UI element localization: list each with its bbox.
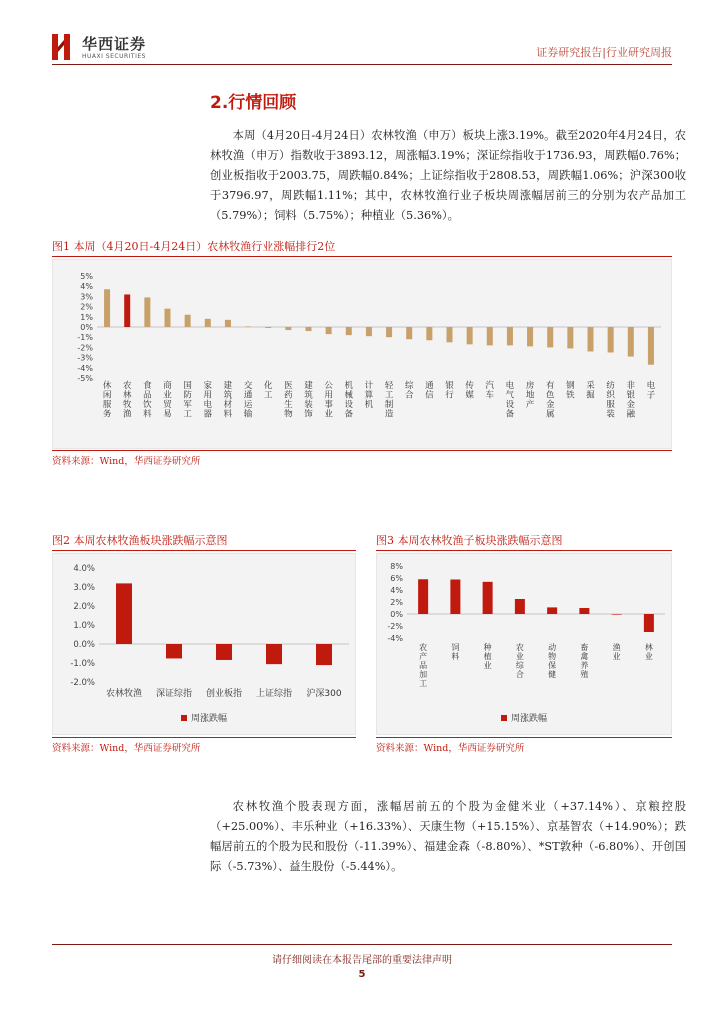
legend-label: 周涨跌幅 — [191, 714, 228, 724]
bar — [487, 327, 493, 345]
bar — [644, 614, 654, 632]
bar — [450, 580, 460, 615]
x-category-label: 传媒 — [465, 381, 474, 401]
market-review-paragraph: 本周（4月20日-4月24日）农林牧渔（申万）板块上涨3.19%。截至2020年4月24日，农林牧渔（申万）指数收于3893.12，周涨幅3.19%；深证综指收于1736.93，周跌幅0.76%；创业板指收于2003.75，周跌幅0.84%；上证综指收于2808.53，周跌幅1.06%；沪深300收于3796.97，周跌幅1.11%；其中，农林牧渔行业子板块周涨幅居前三的分别为农产品加工（5.79%）；饲料（5.75%）；种植业（5.36%）。 — [210, 129, 686, 222]
y-tick-label: 2% — [390, 598, 403, 607]
bar — [567, 327, 573, 348]
bar — [285, 327, 291, 330]
x-category-label: 通信 — [425, 381, 434, 401]
bar — [266, 644, 282, 664]
brand-logo-icon — [52, 34, 72, 60]
bar — [527, 327, 533, 346]
figure1-source: 资料来源：Wind，华西证券研究所 — [52, 456, 201, 467]
bar — [579, 608, 589, 614]
x-category-label: 渔业 — [612, 643, 621, 661]
stock-performance-paragraph: 农林牧渔个股表现方面，涨幅居前五的个股为金健米业（+37.14%）、京粮控股（+25.00%）、丰乐种业（+16.33%）、天康生物（+15.15%）、京基智农（+14.90%）；跌幅居前五的个股为民和股份（-11.39%）、福建金森（-8.80%）、*ST敦种（-6.80%）、开创国际（-5.73%）、益生股份（-5.44%）。 — [210, 800, 686, 873]
header-divider — [52, 64, 672, 65]
bar — [588, 327, 594, 351]
bar — [507, 327, 513, 345]
x-category-label: 电子 — [646, 381, 656, 401]
y-tick-label: 8% — [390, 562, 403, 571]
y-tick-label: -2.0% — [70, 678, 95, 688]
x-category-label: 轻工制造 — [384, 381, 394, 420]
figure1-title: 图1 本周（4月20日-4月24日）农林牧渔行业涨幅排行2位 — [52, 240, 336, 253]
x-category-label: 沪深300 — [306, 689, 342, 699]
figure2-bottom-rule — [52, 737, 356, 738]
bar — [166, 644, 182, 658]
x-category-label: 动物保健 — [548, 643, 557, 679]
figure3-title: 图3 本周农林牧渔子板块涨跌幅示意图 — [376, 534, 563, 547]
y-tick-label: 4% — [80, 282, 93, 292]
x-category-label: 创业板指 — [205, 689, 243, 699]
x-category-label: 商业贸易 — [163, 381, 172, 420]
x-category-label: 非银金融 — [626, 381, 636, 420]
y-tick-label: 3.0% — [73, 583, 95, 593]
x-category-label: 钢铁 — [566, 381, 575, 401]
bar — [608, 327, 614, 353]
x-category-label: 化工 — [263, 381, 273, 401]
y-tick-label: -3% — [77, 353, 93, 363]
x-category-label: 汽车 — [485, 381, 495, 401]
bar — [467, 327, 473, 344]
x-category-label: 房地产 — [525, 381, 535, 410]
y-tick-label: 6% — [390, 574, 403, 583]
x-category-label: 农林牧渔 — [105, 689, 143, 699]
x-category-label: 建筑装饰 — [304, 381, 313, 420]
x-category-label: 上证综指 — [255, 689, 293, 699]
bar — [144, 297, 150, 327]
industry-ranking-chart — [53, 260, 671, 448]
x-category-label: 农林牧渔 — [122, 381, 132, 420]
index-change-chart — [53, 554, 355, 734]
x-category-label: 农业综合 — [515, 643, 524, 679]
bar — [483, 582, 493, 614]
x-category-label: 银行 — [445, 381, 454, 401]
figure1-rule — [52, 256, 672, 257]
y-tick-label: 5% — [80, 272, 93, 281]
x-category-label: 国防军工 — [183, 381, 192, 420]
x-category-label: 综合 — [404, 381, 414, 401]
y-tick-label: -4% — [77, 363, 93, 373]
bar — [406, 327, 412, 339]
figure2-rule — [52, 550, 356, 551]
x-category-label: 农产品加工 — [419, 643, 428, 688]
x-category-label: 电气设备 — [505, 381, 515, 420]
bar — [216, 644, 232, 660]
x-category-label: 休闲服务 — [102, 381, 112, 420]
y-tick-label: 1% — [80, 312, 93, 322]
x-category-label: 建筑材料 — [223, 381, 233, 420]
figure1-bottom-rule — [52, 450, 672, 451]
brand-name: 华西证券 — [82, 35, 147, 53]
bar — [515, 599, 525, 614]
report-type: 证券研究报告|行业研究周报 — [536, 46, 672, 59]
bar — [306, 327, 312, 331]
x-category-label: 饲料 — [451, 643, 460, 661]
x-category-label: 食品饮料 — [143, 381, 152, 420]
bar — [116, 583, 132, 644]
legend-swatch — [501, 715, 507, 721]
bar — [612, 614, 622, 615]
y-tick-label: 2% — [80, 302, 93, 312]
bar — [265, 327, 271, 328]
brand-name-en: HUAXI SECURITIES — [82, 53, 146, 60]
y-tick-label: -2% — [387, 622, 403, 631]
bar — [418, 579, 428, 614]
x-category-label: 计算机 — [364, 381, 374, 410]
page-number: 5 — [358, 969, 366, 980]
figure3-chart-area — [376, 553, 672, 735]
y-tick-label: 0% — [80, 323, 93, 332]
figure2-title: 图2 本周农林牧渔板块涨跌幅示意图 — [52, 534, 228, 547]
y-tick-label: 1.0% — [73, 621, 95, 631]
figure1-chart-area — [52, 259, 672, 449]
footer-divider — [52, 944, 672, 945]
x-category-label: 纺织服装 — [606, 381, 615, 420]
y-tick-label: 4% — [390, 586, 403, 595]
bar — [165, 309, 171, 327]
x-category-label: 医药生物 — [284, 381, 293, 420]
x-category-label: 畜禽养殖 — [580, 643, 589, 679]
legal-disclaimer: 请仔细阅读在本报告尾部的重要法律声明 — [272, 955, 452, 966]
bar — [225, 320, 231, 327]
y-tick-label: -4% — [387, 634, 403, 643]
figure2-source: 资料来源：Wind，华西证券研究所 — [52, 743, 201, 754]
bar — [185, 315, 191, 327]
bar — [326, 327, 332, 334]
y-tick-label: 2.0% — [73, 602, 95, 612]
x-category-label: 家用电器 — [203, 381, 213, 420]
figure3-bottom-rule — [376, 737, 672, 738]
subsector-change-chart — [377, 554, 671, 734]
bar — [648, 327, 654, 365]
y-tick-label: 0% — [390, 610, 403, 619]
bar — [316, 644, 332, 665]
x-category-label: 种植业 — [483, 643, 492, 670]
section-title: 2.行情回顾 — [210, 93, 297, 113]
figure2-chart-area — [52, 553, 356, 735]
x-category-label: 有色金属 — [545, 381, 555, 420]
bar — [245, 326, 251, 327]
legend-label: 周涨跌幅 — [511, 714, 548, 724]
figure3-source: 资料来源：Wind，华西证券研究所 — [376, 743, 525, 754]
bar — [386, 327, 392, 337]
bar — [205, 319, 211, 327]
x-category-label: 采掘 — [586, 381, 595, 401]
x-category-label: 交通运输 — [243, 381, 253, 420]
y-tick-label: 0.0% — [73, 640, 95, 650]
y-tick-label: 4.0% — [73, 564, 95, 574]
bar — [124, 294, 130, 327]
figure3-rule — [376, 550, 672, 551]
bar — [447, 327, 453, 342]
legend-swatch — [181, 715, 187, 721]
y-tick-label: -5% — [77, 374, 93, 383]
y-tick-label: -1.0% — [70, 659, 95, 669]
bar — [628, 327, 634, 357]
bar — [366, 327, 372, 336]
bar — [547, 607, 557, 614]
y-tick-label: 3% — [80, 292, 93, 302]
x-category-label: 公用事业 — [324, 381, 333, 420]
y-tick-label: -2% — [77, 343, 93, 353]
x-category-label: 林业 — [644, 643, 653, 661]
x-category-label: 机械设备 — [344, 381, 354, 420]
bar — [346, 327, 352, 335]
y-tick-label: -1% — [77, 333, 93, 343]
x-category-label: 深证综指 — [155, 689, 193, 699]
bar — [547, 327, 553, 347]
bar — [426, 327, 432, 340]
bar — [104, 289, 110, 327]
